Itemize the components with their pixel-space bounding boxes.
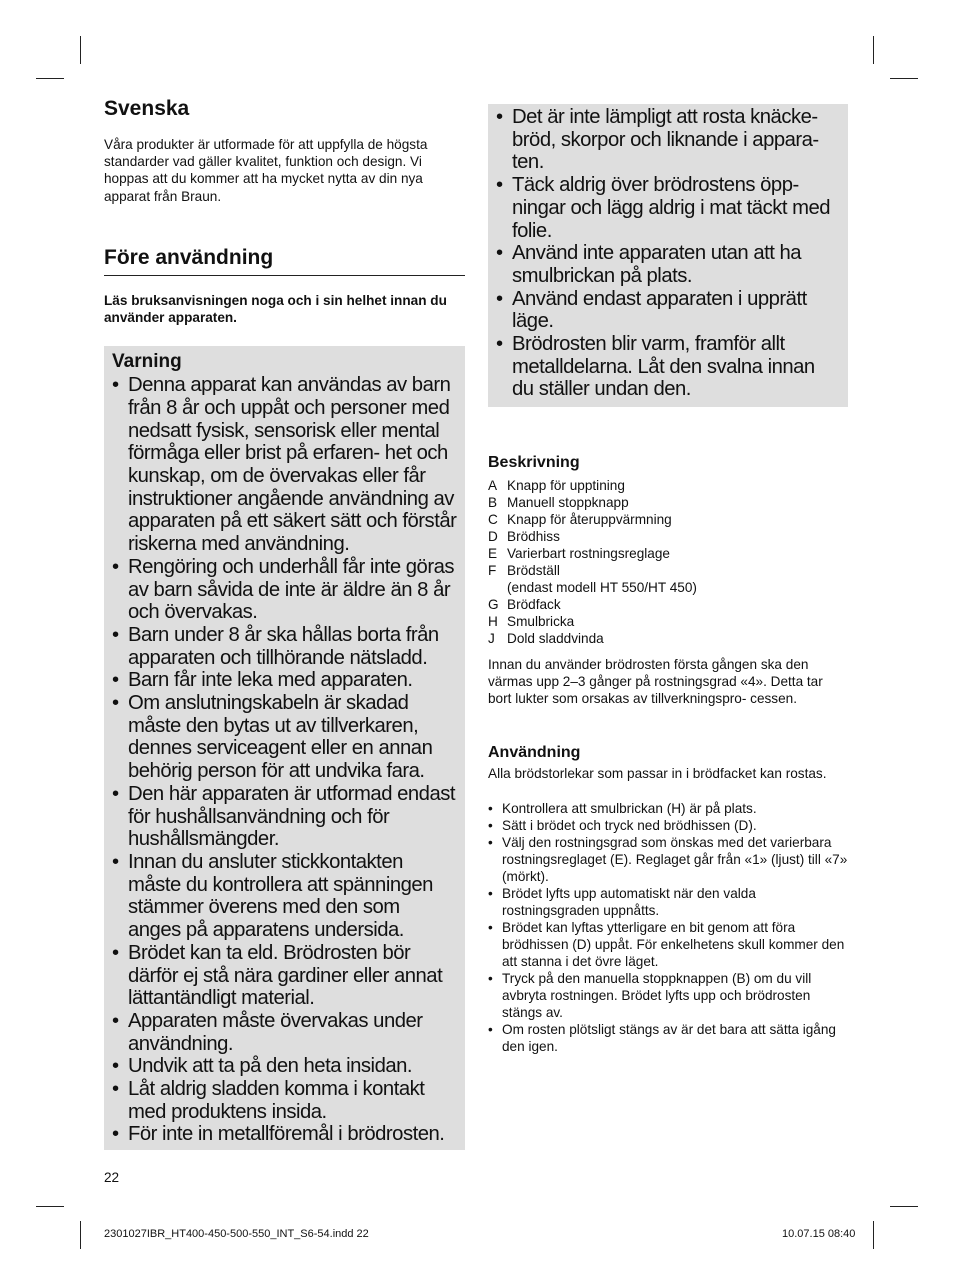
warning-item: • Det är inte lämpligt att rosta knäcke- bröd, skorpor och liknande i appara- ten.: [496, 106, 840, 174]
part-item: (endast modell HT 550/HT 450): [507, 580, 697, 596]
usage-heading: Användning: [488, 744, 581, 762]
warning-list-continued: [496, 106, 840, 401]
usage-item: • Om rosten plötsligt stängs av är det bara att sätta igång den igen.: [488, 1021, 848, 1055]
crop-mark: [890, 1206, 918, 1207]
parts-list: [488, 477, 848, 647]
part-item: C Knapp för återuppvärmning: [488, 512, 672, 528]
warning-item: • Denna apparat kan användas av barn från 8 år och uppåt och personer med nedsatt fysisk, sensorisk eller mental förmåga eller brist på erfaren- het och kunskap, om de övervakas eller får instruktioner angående användning av apparaten på ett säkert sätt och förstår riskerna med användning.: [112, 374, 457, 556]
crop-mark: [873, 36, 874, 64]
warning-item: • Om anslutningskabeln är skadad måste den bytas ut av tillverkaren, dennes serviceagent eller en annan behörig person för att undvika fara.: [112, 692, 457, 783]
warning-item: • Låt aldrig sladden komma i kontakt med produktens insida.: [112, 1078, 457, 1123]
part-item: H Smulbricka: [488, 614, 575, 630]
part-item: A Knapp för upptining: [488, 478, 625, 494]
right-column: [488, 104, 848, 1055]
before-use-heading: Före användning: [104, 245, 274, 269]
usage-item: • Brödet lyfts upp automatiskt när den valda rostningsgraden uppnåtts.: [488, 885, 848, 919]
usage-intro: Alla brödstorlekar som passar in i brödfacket kan rostas.: [488, 766, 827, 782]
part-item: B Manuell stoppknapp: [488, 495, 629, 511]
warning-title: Varning: [112, 351, 182, 373]
warning-item: • Brödet kan ta eld. Brödrosten bör därför ej stå nära gardiner eller annat lättantändligt material.: [112, 942, 457, 1010]
usage-item: • Tryck på den manuella stoppknappen (B) om du vill avbryta rostningen. Brödet lyfts upp och brödrosten stängs av.: [488, 970, 848, 1021]
read-instructions-note: Läs bruksanvisningen noga och i sin helhet innan du använder apparaten.: [104, 292, 447, 326]
description-heading: Beskrivning: [488, 454, 580, 472]
intro-paragraph: Våra produkter är utformade för att uppfylla de högsta standarder vad gäller kvalitet, funktion och design. Vi hoppas att du kommer att ha mycket nytta av din nya apparat från Braun.: [104, 137, 428, 204]
usage-list: [488, 800, 848, 1055]
crop-mark: [890, 78, 918, 79]
section-divider: [104, 275, 465, 276]
crop-mark: [80, 36, 81, 64]
page-number: 22: [104, 1170, 120, 1185]
warning-item: • Brödrosten blir varm, framför allt metalldelarna. Låt den svalna innan du ställer undan den.: [496, 333, 840, 401]
first-use-paragraph: Innan du använder brödrosten första gången ska den värmas upp 2–3 gånger på rostningsgrad «4». Detta tar bort lukter som orsakas av tillverkningspro- cessen.: [488, 657, 823, 707]
warning-item: • Täck aldrig över brödrostens öpp- ningar och lägg aldrig i mat täckt med folie.: [496, 174, 840, 242]
part-item: F Brödställ: [488, 563, 560, 579]
warning-item: • Innan du ansluter stickkontakten måste du kontrollera att spänningen stämmer överens med den som anges på apparatens undersida.: [112, 851, 457, 942]
footer-date: 10.07.15 08:40: [782, 1228, 856, 1240]
usage-item: • Välj den rostningsgrad som önskas med det varierbara rostningsreglaget (E). Reglaget går från «1» (ljust) till «7» (mörkt).: [488, 834, 848, 885]
warning-box-continued: [488, 104, 848, 407]
usage-item: • Brödet kan lyftas ytterligare en bit genom att föra brödhissen (D) uppåt. För enkelhetens skull kommer den att stanna i det övre läget.: [488, 919, 848, 970]
usage-item: • Sätt i brödet och tryck ned brödhissen (D).: [488, 817, 848, 834]
usage-item: • Kontrollera att smulbrickan (H) är på plats.: [488, 800, 848, 817]
part-item: G Brödfack: [488, 597, 561, 613]
language-heading: Svenska: [104, 97, 190, 120]
part-item: D Brödhiss: [488, 529, 560, 545]
crop-mark: [36, 1206, 64, 1207]
warning-list: [112, 374, 457, 1146]
crop-mark: [36, 78, 64, 79]
warning-item: • Apparaten måste övervakas under användning.: [112, 1010, 457, 1055]
footer-file-info: 2301027IBR_HT400-450-500-550_INT_S6-54.indd 22: [104, 1228, 369, 1240]
warning-item: • Använd inte apparaten utan att ha smulbrickan på plats.: [496, 242, 840, 287]
crop-mark: [873, 1221, 874, 1249]
warning-item: • Barn får inte leka med apparaten.: [112, 669, 457, 692]
crop-mark: [80, 1221, 81, 1249]
part-item: J Dold sladdvinda: [488, 631, 604, 647]
part-item: E Varierbart rostningsreglage: [488, 546, 670, 562]
warning-item: • För inte in metallföremål i brödrosten.: [112, 1123, 457, 1146]
warning-item: • Den här apparaten är utformad endast för hushållsanvändning och för hushållsmängder.: [112, 783, 457, 851]
warning-item: • Barn under 8 år ska hållas borta från apparaten och tillhörande nätsladd.: [112, 624, 457, 669]
warning-item: • Använd endast apparaten i upprätt läge.: [496, 288, 840, 333]
warning-item: • Undvik att ta på den heta insidan.: [112, 1055, 457, 1078]
warning-box: [104, 346, 465, 1150]
warning-item: • Rengöring och underhåll får inte göras av barn såvida de inte är äldre än 8 år och övervakas.: [112, 556, 457, 624]
left-column: [104, 96, 465, 1150]
